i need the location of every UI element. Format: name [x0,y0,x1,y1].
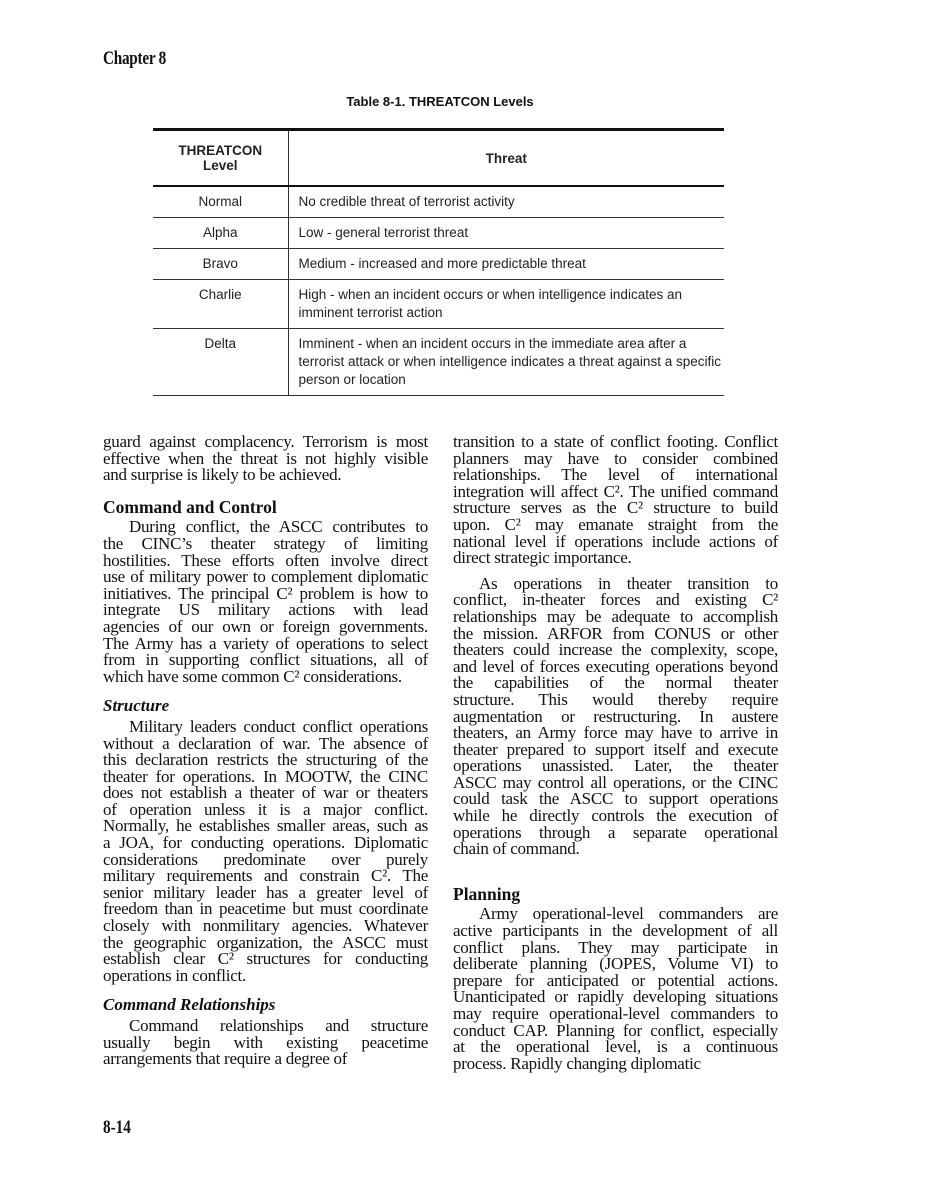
text-line: usually begin with existing peacetime [103,1032,428,1052]
text-line: conflict plans. They may participate in [453,937,778,957]
text-line: which have some common C² considerations. [103,666,402,686]
text-line: the geographic organization, the ASCC must [103,932,428,952]
text-line: deliberate planning (JOPES, Volume VI) to [453,954,778,974]
text-line: During conflict, the ASCC contributes to [129,517,428,537]
text-line: operations unassisted. Later, the theater [453,756,778,776]
text-line: and level of forces executing operations beyond [453,656,778,676]
text-line: and surprise is likely to be achieved. [103,465,342,485]
text-line: operations in conflict. [103,965,246,985]
threatcon-level: Bravo [153,249,288,280]
text-line: without a declaration of war. The absence of [103,733,428,753]
text-line: the CINC’s theater strategy of limiting [103,533,428,553]
text-line: planners may have to consider combined [453,448,778,468]
text-line: Normally, he establishes smaller areas, such as [103,816,428,836]
threat-description: No credible threat of terrorist activity [288,186,724,218]
text-line: augmentation or restructuring. In austere [453,706,778,726]
text-line: theater prepared to support itself and execute [453,739,778,759]
text-line: considerations predominate over purely [103,849,428,869]
text-line: theaters could increase the complexity, scope, [453,640,778,660]
text-line: hostilities. These efforts often involve direct [103,550,428,570]
text-line: The Army has a variety of operations to select [103,633,428,653]
text-line: closely with nonmilitary agencies. Whatever [103,916,428,936]
text-line: the mission. ARFOR from CONUS or other [453,623,778,643]
paragraph [453,573,778,859]
table-row [153,280,724,329]
text-line: this declaration restricts the structuring of the [103,750,428,770]
column-header-level: THREATCON Level [153,130,288,187]
text-line: integration will affect C². The unified command [453,481,778,501]
text-line: chain of command. [453,839,580,859]
text-line: relationships may be adequate to accomplish [453,606,778,626]
column-header-threat: Threat [485,150,527,166]
paragraph [453,906,778,1072]
paragraph [103,519,428,685]
paragraph [453,434,778,567]
text-line: conflict, in-theater forces and existing C² [453,590,778,610]
text-line: operations through a separate operational [453,822,778,842]
text-line: national level if operations include actions of [453,531,778,551]
text-line: Command relationships and structure [129,1016,428,1035]
page-number: 8-14 [103,1117,131,1138]
threatcon-level: Normal [153,186,288,218]
text-line: conduct CAP. Planning for conflict, especially [453,1020,778,1040]
table-row [153,186,724,218]
text-line: does not establish a theater of war or theaters [103,783,428,803]
subsection-heading: Structure [103,696,170,716]
text-line: of operation unless it is a major conflict. [103,799,428,819]
table-row [153,329,724,396]
text-line: upon. C² may emanate straight from the [453,514,778,534]
text-line: As operations in theater transition to [479,573,778,593]
text-line: initiatives. The principal C² problem is how to [103,583,428,603]
section-heading: Planning [453,883,521,904]
text-line: transition to a state of conflict footing. Conflict [453,432,778,451]
text-line: senior military leader has a greater level of [103,882,428,902]
paragraph [103,716,428,985]
text-line: active participants in the development of all [453,921,778,941]
text-line: effective when the threat is not highly visible [103,448,428,468]
text-line: establish clear C² structures for conducting [103,949,428,969]
text-line: could task the ASCC to support operations [453,789,778,809]
threat-description: Imminent - when an incident occurs in the immediate area after a terrorist attack or when intelligence indicates a threat against a specific person or location [288,329,724,396]
text-line: agencies of our own or foreign governments. [103,616,428,636]
chapter-heading: Chapter 8 [103,48,167,69]
text-line: may require operational-level commanders to [453,1004,778,1023]
paragraph [103,1018,428,1068]
text-line: a JOA, for conducting operations. Diplomatic [103,833,428,853]
section-heading: Command and Control [103,496,277,517]
table-row [153,218,724,249]
text-line: direct strategic importance. [453,548,632,568]
paragraph [103,434,428,484]
threat-description: Low - general terrorist threat [288,218,724,249]
text-line: use of military power to complement diplomatic [103,567,428,587]
text-line: relationships. The level of international [453,465,778,485]
text-line: guard against complacency. Terrorism is most [103,432,428,451]
text-line: military requirements and constrain C². The [103,866,428,886]
table-caption: Table 8-1. THREATCON Levels [346,94,534,109]
text-line: while he directly controls the execution of [453,806,778,826]
left-column [103,434,428,1068]
text-line: theaters, an Army force may have to arrive in [453,723,778,743]
subsection-heading: Command Relationships [103,995,276,1015]
text-line: structure. This would thereby require [453,689,778,709]
table-row [153,249,724,280]
text-line: Unanticipated or rapidly developing situations [453,987,778,1007]
right-column [453,434,778,1072]
text-line: structure serves as the C² structure to build [453,498,778,518]
text-line: the capabilities of the normal theater [453,673,778,693]
threat-description: High - when an incident occurs or when intelligence indicates an imminent terrorist action [288,280,724,329]
threatcon-level: Charlie [153,280,288,329]
threatcon-table [153,128,724,396]
text-line: process. Rapidly changing diplomatic [453,1053,701,1073]
threatcon-level: Delta [153,329,288,396]
threatcon-level: Alpha [153,218,288,249]
text-line: Army operational-level commanders are [479,904,778,924]
text-line: theater for operations. In MOOTW, the CINC [103,766,428,786]
text-line: integrate US military actions with lead [103,600,428,620]
table-header-row [153,130,724,187]
text-line: Military leaders conduct conflict operations [129,716,428,736]
threat-description: Medium - increased and more predictable threat [288,249,724,280]
text-line: at the operational level, is a continuous [453,1037,778,1057]
text-line: ASCC may control all operations, or the CINC [453,772,778,792]
text-line: prepare for anticipated or potential actions. [453,970,778,990]
text-line: from in supporting conflict situations, all of [103,650,428,670]
text-line: arrangements that require a degree of [103,1049,348,1069]
text-line: freedom than in peacetime but must coordinate [103,899,428,919]
